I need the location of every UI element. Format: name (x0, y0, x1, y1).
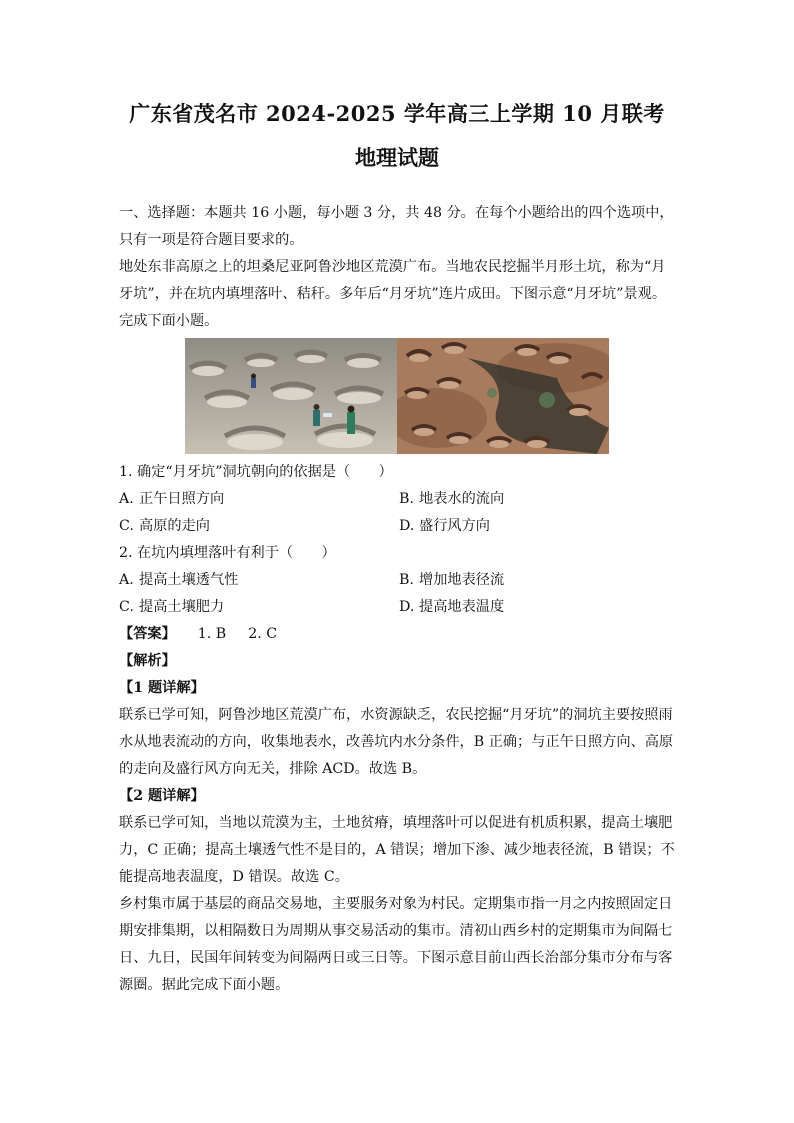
analysis-q1-label: 【1 题详解】 (119, 680, 205, 696)
question-1-options-row-1 (119, 486, 679, 513)
question-1-stem: 1. 确定“月牙坑”洞坑朝向的依据是（ ） (119, 464, 393, 480)
question-2-option-c[interactable]: C. 提高土壤肥力 (119, 599, 225, 615)
analysis-q2-label: 【2 题详解】 (119, 788, 205, 804)
question-1-option-d[interactable]: D. 盛行风方向 (399, 518, 490, 534)
answer-1: 1. B (197, 626, 227, 642)
question-1-option-b[interactable]: B. 地表水的流向 (399, 491, 505, 507)
question-2-options-row-1 (119, 567, 679, 594)
question-2-option-b[interactable]: B. 增加地表径流 (399, 572, 505, 588)
answer-line (119, 621, 679, 648)
page-subtitle: 地理试题 (355, 145, 439, 170)
question-1-option-c[interactable]: C. 高原的走向 (119, 518, 210, 534)
figure-moon-pits (185, 338, 679, 456)
section-heading: 一、选择题：本题共 16 小题，每小题 3 分，共 48 分。在每个小题给出的四个选项中，只有一项是符合题目要求的。 (119, 205, 674, 248)
question-2-option-d[interactable]: D. 提高地表温度 (399, 599, 505, 615)
passage-1: 地处东非高原之上的坦桑尼亚阿鲁沙地区荒漠广布。当地农民挖掘半月形土坑，称为“月牙坑”，并在坑内填埋落叶、秸秆。多年后“月牙坑”连片成田。下图示意“月牙坑”景观。完成下面小题。 (119, 259, 667, 329)
analysis-label: 【解析】 (119, 653, 176, 669)
question-2-stem: 2. 在坑内填埋落叶有利于（ ） (119, 545, 336, 561)
analysis-q1-text: 联系已学可知，阿鲁沙地区荒漠广布，水资源缺乏，农民挖掘“月牙坑”的洞坑主要按照雨水从地表流动的方向，收集地表水，改善坑内水分条件，B 正确；与正午日照方向、高原的走向及盛行风方向无关，排除 ACD。故选 B。 (119, 707, 674, 777)
document-body (119, 200, 679, 999)
photo-aerial-pits (397, 338, 609, 454)
answer-2: 2. C (248, 626, 278, 642)
question-1-option-a[interactable]: A. 正午日照方向 (119, 491, 225, 507)
analysis-q2-text: 联系已学可知，当地以荒漠为主，土地贫瘠，填埋落叶可以促进有机质积累，提高土壤肥力，C 正确；提高土壤透气性不是目的，A 错误；增加下渗、减少地表径流，B 错误；不能提高地表温度，D 错误。故选 C。 (119, 815, 675, 885)
photo-field-workers (185, 338, 397, 454)
page-title: 广东省茂名市 2024-2025 学年高三上学期 10 月联考 (129, 101, 665, 126)
question-2-option-a[interactable]: A. 提高土壤透气性 (119, 572, 239, 588)
answer-label: 【答案】 (119, 626, 176, 642)
question-2-options-row-2 (119, 594, 679, 621)
question-1-options-row-2 (119, 513, 679, 540)
passage-2: 乡村集市属于基层的商品交易地，主要服务对象为村民。定期集市指一月之内按照固定日期安排集期，以相隔数日为周期从事交易活动的集市。清初山西乡村的定期集市为间隔七日、九日，民国年间转变为间隔两日或三日等。下图示意目前山西长治部分集市分布与客源圈。据此完成下面小题。 (119, 896, 673, 993)
